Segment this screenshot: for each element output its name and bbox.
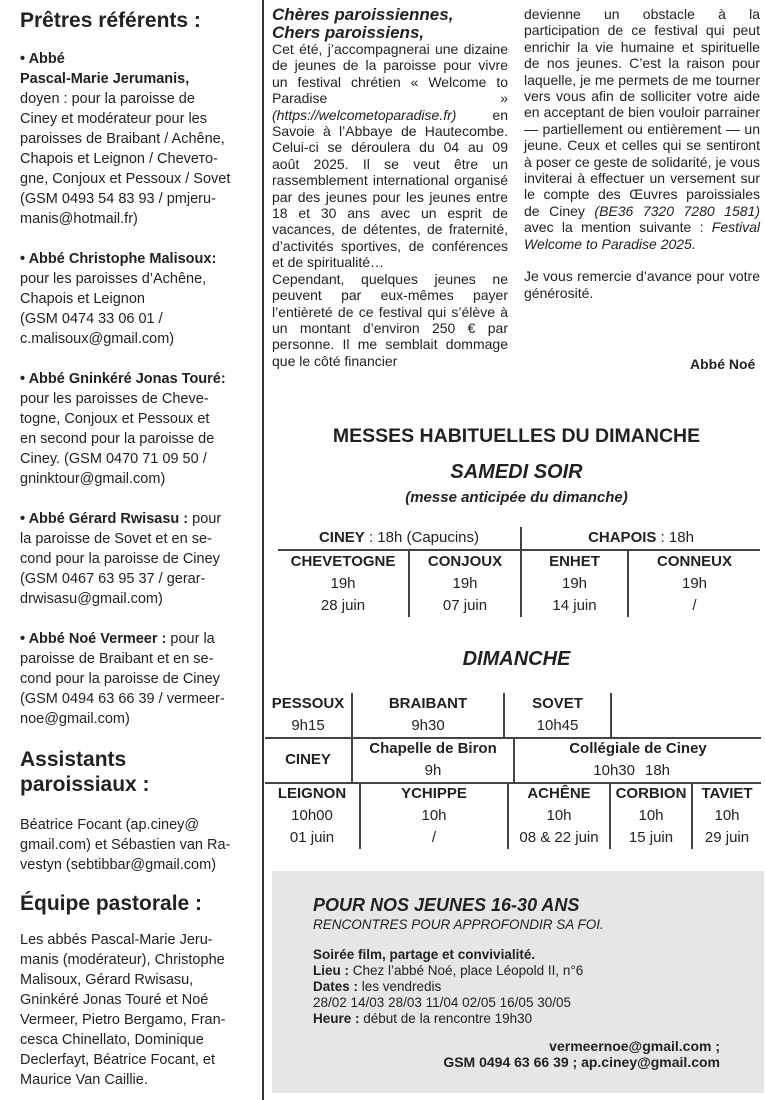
mass-date: 28 juin [320, 597, 366, 614]
text-line: pour les paroisses d’Achêne, [20, 271, 207, 287]
text-line: Maurice Van Caillie. [20, 1072, 148, 1088]
mass-date: / [628, 595, 760, 617]
priest-name: • Abbé Christophe Malisoux: [20, 251, 217, 267]
text-line: Béatrice Focant (ap.ciney@ [20, 817, 200, 833]
saturday-subtitle: (messe anticipée du dimanche) [405, 489, 628, 506]
text-line: (GSM 0474 33 06 01 / [20, 311, 163, 327]
field-label: Heure : [313, 1011, 360, 1026]
text-line: la paroisse de Sovet et en se- [20, 531, 212, 547]
empty-cell [611, 715, 761, 738]
sunday-table-bottom [265, 783, 761, 849]
youth-dates-intro: les vendredis [358, 979, 442, 994]
place-name: CINEY [265, 738, 352, 783]
priest-name: • Abbé Gérard Rwisasu : [20, 511, 189, 527]
saturday-table [278, 527, 760, 617]
collegiale-ciney: Collégiale de Ciney [514, 738, 761, 760]
place-name: CORBION [610, 783, 692, 805]
ciney-saturday-cell [278, 527, 521, 550]
table-row [265, 783, 761, 805]
text-line: (GSM 0467 63 95 37 / gerar- [20, 571, 206, 587]
letter-paragraph [272, 41, 508, 271]
text-line: paroisse de Braibant et en se- [20, 651, 214, 667]
letter-text: Cet été, j’accompagnerai une dizaine de jeunes de la paroisse pour vivre un festival chrétien « Welcome to Paradise » [272, 41, 508, 107]
equipe-title: Équipe pastorale : [20, 892, 203, 915]
table-row [265, 827, 761, 849]
text-line: Chapois et Leignon [20, 291, 145, 307]
place-name: CHEVETOGNE [290, 553, 396, 570]
sunday-title: DIMANCHE [462, 648, 571, 670]
mass-time: 19h [521, 573, 628, 595]
place-name: ACHÊNE [508, 783, 610, 805]
text-line: Ciney et modérateur pour les [20, 111, 207, 127]
text-line: vestyn (sebtibbar@gmail.com) [20, 857, 217, 873]
empty-cell [611, 693, 761, 715]
mass-time: 10h [610, 805, 692, 827]
signature: Abbé Noé [690, 356, 756, 372]
text-line: Vermeer, Pietro Bergamo, Fran- [20, 1012, 226, 1028]
letter-greeting [272, 6, 508, 41]
place-name: CONNEUX [628, 550, 760, 573]
youth-headline: Soirée film, partage et convivialité. [313, 947, 536, 962]
assistants-title-2: paroissiaux : [20, 773, 150, 796]
place-name: CINEY [318, 529, 365, 546]
mass-time: 19h [409, 573, 521, 595]
text-line: Declerfayt, Béatrice Focant, et [20, 1052, 216, 1068]
priest-malisoux [20, 249, 256, 349]
place-name: BRAIBANT [352, 693, 504, 715]
youth-contact [443, 1038, 720, 1070]
priest-name: • Abbé [20, 51, 65, 67]
table-row [278, 573, 760, 595]
text-line: (GSM 0493 54 83 93 / pmjeru- [20, 191, 216, 207]
mass-time: 19h [628, 573, 760, 595]
chapois-saturday-cell [521, 527, 760, 550]
priest-name: • Abbé Gninkéré Jonas Touré: [20, 371, 226, 387]
text-line: Les abbés Pascal-Marie Jeru- [20, 932, 213, 948]
letter-text: avec la mention suivante : [524, 219, 712, 236]
priest-vermeer [20, 629, 256, 729]
text-line: en second pour la paroisse de [20, 431, 215, 447]
table-row [265, 738, 761, 760]
mass-date: 15 juin [610, 827, 692, 849]
youth-details [313, 947, 583, 1027]
mass-time: 9h [352, 760, 514, 783]
text-tail: pour la [166, 631, 215, 647]
pretres-title: Prêtres référents : [20, 9, 201, 32]
text-line: drwisasu@gmail.com) [20, 591, 163, 607]
contact-email[interactable]: vermeernoe@gmail.com ; [549, 1038, 720, 1054]
youth-time: début de la rencontre 19h30 [359, 1011, 533, 1026]
text-line: cesca Chinellato, Dominique [20, 1032, 204, 1048]
text-line: gmail.com) et Sébastien van Ra- [20, 837, 231, 853]
mass-date: 14 juin [521, 595, 628, 617]
mass-time: 10h00 [291, 807, 333, 824]
text-line: pour les paroisses de Cheve- [20, 391, 209, 407]
place-name: CHAPOIS [588, 529, 657, 546]
text-line: cond pour la paroisse de Ciney [20, 551, 220, 567]
festival-link: (https://welcometoparadise.fr) [272, 106, 457, 123]
mass-time: : 18h [656, 529, 694, 546]
letter-text: devienne un obstacle à la participation de ce festival qui peut enrichir la vie humaine et spirituelle de nos jeunes. C’est la raison pour laquelle, je me permets de me tourner vers vous afin de solliciter votre aide en acceptant de bien vouloir parrainer — partiellement ou entièrement — un jeune. Ceux et celles qui se sentiront à poser ce geste de solidarité, je vous inviterai à effectuer un versement sur le compte des Œuvres paroissiales de Ciney [524, 6, 760, 219]
sunday-table-top [265, 693, 761, 739]
field-label: Lieu : [313, 963, 349, 978]
mass-date: 07 juin [409, 595, 521, 617]
place-name: YCHIPPE [360, 783, 508, 805]
text-line: (GSM 0494 63 66 39 / vermeer- [20, 691, 225, 707]
mass-date: 08 & 22 juin [508, 827, 610, 849]
field-label: Dates : [313, 979, 359, 994]
text-line: doyen : pour la paroisse de [20, 91, 195, 107]
mass-date: 01 juin [289, 829, 335, 846]
assistants-title: Assistants [20, 748, 127, 771]
text-line: manis (modérateur), Christophe [20, 952, 225, 968]
mass-time: 10h [360, 805, 508, 827]
text-line: paroisses de Braibant / Achêne, [20, 131, 225, 147]
saturday-title: SAMEDI SOIR [450, 461, 583, 483]
text-line: togne, Conjoux et Pessoux et [20, 411, 210, 427]
greeting-line-2: Chers paroissiens, [272, 22, 425, 42]
mass-time: 10h30 [514, 760, 635, 783]
mass-time: 9h30 [352, 715, 504, 738]
priest-name: • Abbé Noé Vermeer : [20, 631, 167, 647]
priest-rwisasu [20, 509, 256, 609]
text-line: manis@hotmail.fr) [20, 211, 138, 227]
youth-box [272, 871, 764, 1093]
table-row [265, 805, 761, 827]
letter-column-1 [272, 6, 508, 369]
text-line: Malisoux, Gérard Rwisasu, [20, 972, 194, 988]
sunday-ciney-table [265, 738, 761, 784]
table-row [265, 693, 761, 715]
place-name: CONJOUX [409, 550, 521, 573]
table-row [265, 715, 761, 738]
place-name: LEIGNON [277, 785, 347, 802]
table-row [278, 550, 760, 573]
mass-time: 18h [635, 760, 761, 783]
letter-paragraph [524, 6, 760, 252]
mass-time: 10h [508, 805, 610, 827]
youth-subtitle: RENCONTRES POUR APPROFONDIR SA FOI. [313, 917, 604, 932]
priest-jerumanis [20, 49, 256, 229]
text-line: Ciney. (GSM 0470 71 09 50 / [20, 451, 207, 467]
mass-time: 9h15 [265, 715, 352, 738]
greeting-line-1: Chères paroissiennes, [272, 5, 454, 24]
priest-toure [20, 369, 256, 489]
text-line: Gninkéré Jonas Touré et Noé [20, 992, 209, 1008]
text-tail: pour [188, 511, 222, 527]
mass-time: 19h [330, 575, 356, 592]
payment-mention: Festival Welcome to Paradise 2025. [524, 219, 760, 252]
mass-date: / [360, 827, 508, 849]
letter-paragraph: Cependant, quelques jeunes ne peuvent par eux-mêmes payer l’entièreté de ce festival qui s’élève à un montant d’environ 250 € par personne. Il me semblait dommage que le côté financier [272, 270, 508, 369]
table-row [278, 595, 760, 617]
text-line: cond pour la paroisse de Ciney [20, 671, 220, 687]
text-line: noe@gmail.com) [20, 711, 130, 727]
contact-phone-email[interactable]: GSM 0494 63 66 39 ; ap.ciney@gmail.com [443, 1054, 720, 1070]
letter-column-2 [524, 6, 760, 301]
youth-location: Chez l’abbé Noé, place Léopold II, n°6 [349, 963, 584, 978]
left-column [0, 0, 264, 1100]
masses-title: MESSES HABITUELLES DU DIMANCHE [332, 425, 701, 447]
mass-date: 29 juin [692, 827, 761, 849]
mass-time: 10h45 [504, 715, 611, 738]
letter-text: en Savoie à l’Abbaye de Hautecombe. Celui-ci se déroulera du 04 au 09 août 2025. Il se veut être un rassemblement international organisé par des jeunes pour les jeunes entre 18 et 30 ans avec un esprit de vacances, de détentes, de fraternité, d’activités sportives, de conférences et de spiritualité… [272, 106, 508, 271]
youth-dates-list: 28/02 14/03 28/03 11/04 02/05 16/05 30/05 [313, 995, 571, 1010]
place-name: SOVET [504, 693, 611, 715]
letter-paragraph: Je vous remercie d’avance pour votre générosité. [524, 268, 760, 301]
youth-title: POUR NOS JEUNES 16-30 ANS [313, 895, 580, 915]
bank-account: (BE36 7320 7280 1581) [594, 202, 760, 219]
chapel-biron: Chapelle de Biron [352, 738, 514, 760]
text-line: gninktour@gmail.com) [20, 471, 166, 487]
mass-time: 10h [692, 805, 761, 827]
text-line: Chapois et Leignon / Chevето- [20, 151, 218, 167]
priest-name: Pascal-Marie Jerumanis, [20, 71, 190, 87]
text-line: c.malisoux@gmail.com) [20, 331, 175, 347]
text-line: gne, Conjoux et Pessoux / Sovet [20, 171, 231, 187]
table-row [278, 527, 760, 550]
place-name: PESSOUX [271, 695, 345, 712]
mass-time: : 18h (Capucins) [364, 529, 480, 546]
place-name: ENHET [521, 550, 628, 573]
place-name: TAVIET [692, 783, 761, 805]
